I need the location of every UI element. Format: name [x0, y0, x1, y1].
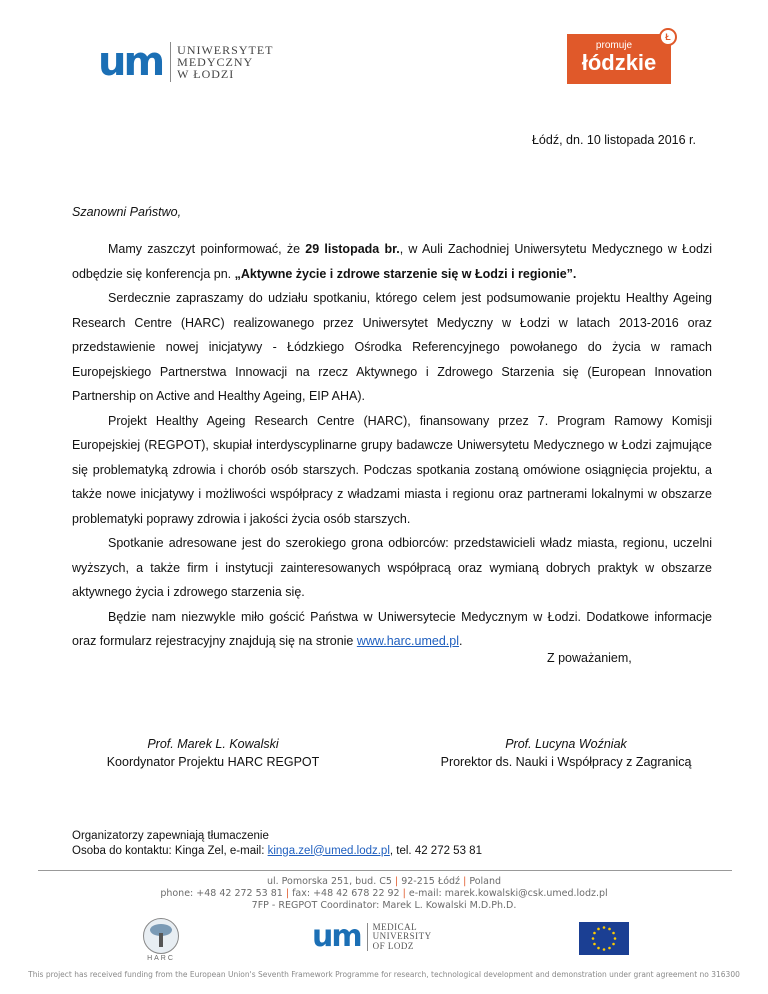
contact-block [72, 829, 482, 858]
medical-university-name: MEDICAL UNIVERSITY OF LODZ [372, 921, 432, 951]
promuje-lodzkie-logo [567, 34, 671, 84]
letter-body [72, 237, 712, 654]
logo-divider [170, 42, 171, 82]
medical-university-logo [312, 919, 432, 954]
greeting: Szanowni Państwo, [72, 205, 182, 219]
eu-star [593, 943, 596, 946]
eu-star [603, 948, 606, 951]
signatory-name: Prof. Marek L. Kowalski [147, 737, 279, 751]
eu-star [608, 947, 611, 950]
university-logo [98, 39, 274, 85]
address-line: ul. Pomorska 251, bud. C5 | 92-215 Łódź | Poland [266, 876, 502, 887]
eu-star [592, 937, 595, 940]
contact-line: Osoba do kontaktu: Kinga Zel, e-mail: kinga.zel@umed.lodz.pl, tel. 42 272 53 81 [72, 844, 482, 857]
eu-star [603, 926, 606, 929]
promo-big-text: łódzkie [581, 50, 657, 75]
harc-logo [142, 918, 180, 962]
um-mark: um [98, 39, 163, 85]
eu-star [612, 943, 615, 946]
eu-star [612, 932, 615, 935]
paragraph-2: Serdecznie zapraszamy do udziału spotkaniu, którego celem jest podsumowanie projektu Healthy Ageing Research Centre (HARC) realizowanego przez Uniwersytet Medyczny w Łodzi w latach 2013-2016 oraz przedstawienie nowej inicjatywy - Łódzkiego Ośrodka Referencyjnego powołanego do życia w ramach Europejskiego Partnerstwa Innowacji na rzecz Aktywnego i Zdrowego Starzenia się (European Innovation Partnership on Active and Healthy Ageing, EIP AHA). [72, 291, 712, 403]
phone-line: phone: +48 42 272 53 81 | fax: +48 42 678 22 92 | e-mail: marek.kowalski@csk.umed.lodz.pl [160, 888, 608, 899]
eu-star [614, 937, 617, 940]
signature-wozniak [432, 735, 700, 771]
funding-note: This project has received funding from the European Union's Seventh Framework Programme for research, technological development and demonstration under grant agreement no 316300 [28, 970, 740, 979]
um-mark: um [312, 919, 361, 954]
eu-flag-icon [579, 922, 629, 955]
eu-star [597, 947, 600, 950]
signature-kowalski [100, 735, 326, 771]
promo-small-text: promuje [595, 40, 633, 51]
signatory-role: Koordynator Projektu HARC REGPOT [106, 755, 320, 769]
paragraph-4: Spotkanie adresowane jest do szerokiego grona odbiorców: przedstawicieli władz miasta, regionu, uczelni wyższych, a także firm i instytucji zainteresowanych współpracą oraz wymianą dobrych praktyk w obszarze aktywnego życia i zdrowego starzenia się. [72, 536, 712, 599]
conference-title: „Aktywne życie i zdrowe starzenie się w Łodzi i regionie”. [234, 266, 577, 281]
paragraph-1: Mamy zaszczyt poinformować, że 29 listopada br., w Auli Zachodniej Uniwersytetu Medycznego w Łodzi odbędzie się konferencja pn. „Aktywne życie i zdrowe starzenie się w Łodzi i regionie”. [72, 242, 712, 281]
eu-stars [579, 922, 629, 955]
eu-star [593, 932, 596, 935]
footer-divider [38, 870, 732, 871]
signatory-role: Prorektor ds. Nauki i Współpracy z Zagranicą [440, 755, 692, 769]
university-name: UNIWERSYTET MEDYCZNY W ŁODZI [177, 43, 274, 81]
paragraph-5: Będzie nam niezwykle miło gościć Państwa w Uniwersytecie Medycznym w Łodzi. Dodatkowe informacje oraz formularz rejestracyjny znajdują się na stronie www.harc.umed.pl. [72, 609, 712, 648]
closing: Z poważaniem, [547, 651, 632, 665]
tree-icon [143, 918, 179, 954]
coin-icon: Ł [659, 28, 677, 46]
event-date: 29 listopada br. [305, 242, 400, 256]
logo-divider [367, 923, 368, 951]
contact-email-link[interactable]: kinga.zel@umed.lodz.pl [267, 844, 390, 857]
organizer-note: Organizatorzy zapewniają tłumaczenie [72, 830, 269, 842]
footer-address [0, 876, 768, 912]
coordinator-line: 7FP - REGPOT Coordinator: Marek L. Kowalski M.D.Ph.D. [251, 900, 517, 911]
signatory-name: Prof. Lucyna Woźniak [505, 737, 627, 751]
harc-website-link[interactable]: www.harc.umed.pl [356, 634, 459, 648]
eu-star [608, 928, 611, 931]
harc-label: HARC [147, 955, 175, 962]
date-line: Łódź, dn. 10 listopada 2016 r. [531, 133, 696, 147]
eu-star [597, 928, 600, 931]
paragraph-3: Projekt Healthy Ageing Research Centre (HARC), finansowany przez 7. Program Ramowy Komisji Europejskiej (REGPOT), skupiał interdyscyplinarne grupy badawcze Uniwersytetu Medycznego w Łodzi zajmujące się problematyką zdrowia i chorób osób starszych. Podczas spotkania zostaną omówione osiągnięcia projektu, a także nowe inicjatywy i możliwości współpracy z władzami miasta i regionu oraz partnerami lokalnymi w obszarze problematyki poprawy zdrowia i jakości życia osób starszych. [72, 413, 712, 526]
